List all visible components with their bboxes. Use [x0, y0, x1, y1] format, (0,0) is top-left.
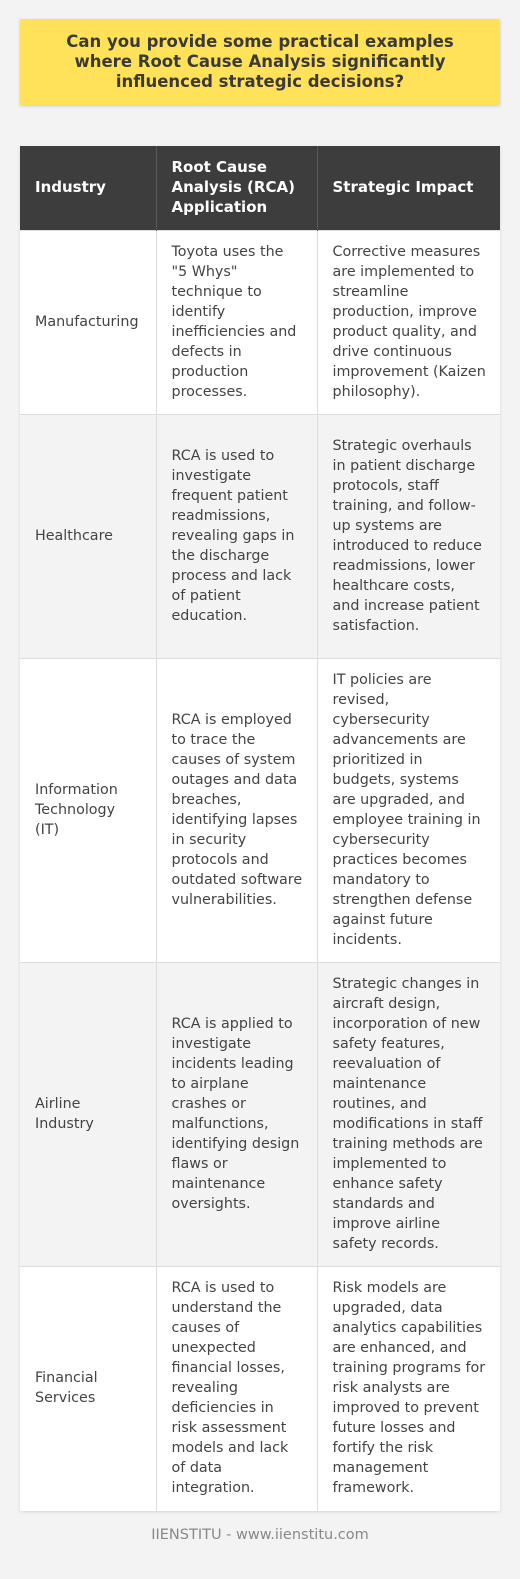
table-row — [20, 659, 500, 963]
cell-industry: Information Technology (IT) — [20, 659, 156, 963]
header-rca-application: Root Cause Analysis (RCA) Application — [156, 146, 317, 231]
cell-impact: IT policies are revised, cybersecurity advancements are prioritized in budgets, systems are upgraded, and employee training in cybersecurity practices becomes mandatory to strengthen defense against future incidents. — [317, 659, 500, 963]
rca-examples-table — [20, 146, 500, 1511]
cell-application: RCA is used to understand the causes of unexpected financial losses, revealing deficiencies in risk assessment models and lack of data integration. — [156, 1267, 317, 1511]
table-header-row — [20, 146, 500, 231]
header-strategic-impact: Strategic Impact — [317, 146, 500, 231]
table-row — [20, 963, 500, 1267]
cell-industry: Healthcare — [20, 415, 156, 659]
cell-impact: Corrective measures are implemented to streamline production, improve product quality, and drive continuous improvement (Kaizen philosophy). — [317, 231, 500, 415]
table-row — [20, 1267, 500, 1511]
cell-application: RCA is applied to investigate incidents leading to airplane crashes or malfunctions, identifying design flaws or maintenance oversights. — [156, 963, 317, 1267]
table-row — [20, 415, 500, 659]
cell-application: RCA is employed to trace the causes of system outages and data breaches, identifying lapses in security protocols and outdated software vulnerabilities. — [156, 659, 317, 963]
table-row — [20, 231, 500, 415]
cell-impact: Strategic changes in aircraft design, incorporation of new safety features, reevaluation of maintenance routines, and modifications in staff training methods are implemented to enhance safety standards and improve airline safety records. — [317, 963, 500, 1267]
cell-application: Toyota uses the "5 Whys" technique to identify inefficiencies and defects in production processes. — [156, 231, 317, 415]
cell-impact: Risk models are upgraded, data analytics capabilities are enhanced, and training programs for risk analysts are improved to prevent future losses and fortify the risk management framework. — [317, 1267, 500, 1511]
question-banner: Can you provide some practical examples where Root Cause Analysis significantly influenced strategic decisions? — [20, 19, 500, 105]
header-industry: Industry — [20, 146, 156, 231]
cell-impact: Strategic overhauls in patient discharge protocols, staff training, and follow-up systems are introduced to reduce readmissions, lower healthcare costs, and increase patient satisfaction. — [317, 415, 500, 659]
footer-credit: IIENSTITU - www.iienstitu.com — [151, 1527, 369, 1543]
cell-industry: Manufacturing — [20, 231, 156, 415]
cell-application: RCA is used to investigate frequent patient readmissions, revealing gaps in the discharge process and lack of patient education. — [156, 415, 317, 659]
cell-industry: Financial Services — [20, 1267, 156, 1511]
cell-industry: Airline Industry — [20, 963, 156, 1267]
